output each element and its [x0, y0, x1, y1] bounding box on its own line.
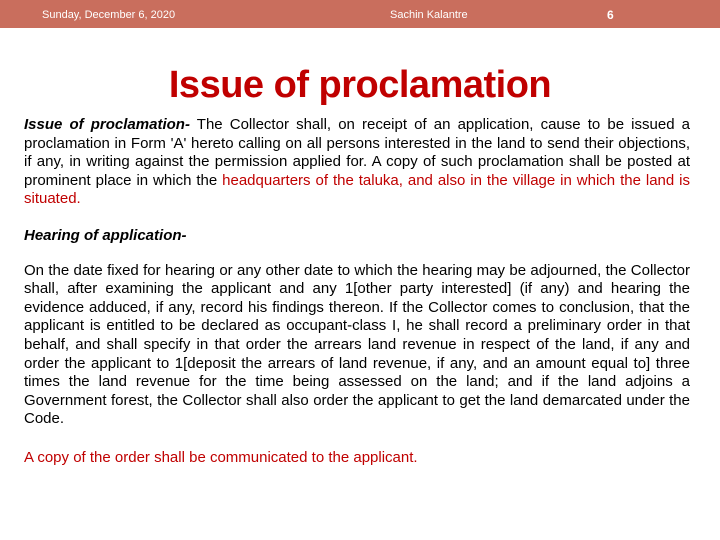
proclamation-paragraph [24, 116, 690, 209]
proclamation-highlight: headquarters of the taluka, and also in the village in which the land is situated. [24, 171, 691, 208]
slide-header-bar [0, 0, 720, 28]
header-page-number: 6 [607, 8, 614, 22]
header-author: Sachin Kalantre [390, 9, 468, 21]
order-communication-note: A copy of the order shall be communicated to the applicant. [24, 448, 418, 466]
hearing-heading: Hearing of application- [24, 226, 187, 244]
header-date: Sunday, December 6, 2020 [42, 9, 176, 21]
hearing-paragraph: On the date fixed for hearing or any other date to which the hearing may be adjourned, the Collector shall, after examining the applicant and any 1[other party interested] (if any) and hearing the evidence adduced, if any, record his findings thereon. If the Collector comes to conclusion, that the applicant is entitled to be declared as occupant-class I, he shall record a preliminary order in that behalf, and shall specify in that order the arrears land revenue in respect of the land, if any and order the applicant to 1[deposit the arrears of land revenue, if any, and an amount equal to] three times the land revenue for the time being assessed on the land; and if the land adjoins a Government forest, the Collector shall also order the applicant to get the land demarcated under the Code. [24, 261, 690, 428]
proclamation-lead: Issue of proclamation- [24, 116, 190, 133]
slide-title: Issue of proclamation [168, 64, 552, 106]
proclamation-text: The Collector shall, on receipt of an application, cause to be issued a proclamation in Form 'A' hereto calling on all persons interested in the land to send their objections, if any, in writing against the permission applied for. A copy of such proclamation shall be posted at prominent place in which the [24, 116, 690, 189]
slide-body [24, 116, 690, 468]
